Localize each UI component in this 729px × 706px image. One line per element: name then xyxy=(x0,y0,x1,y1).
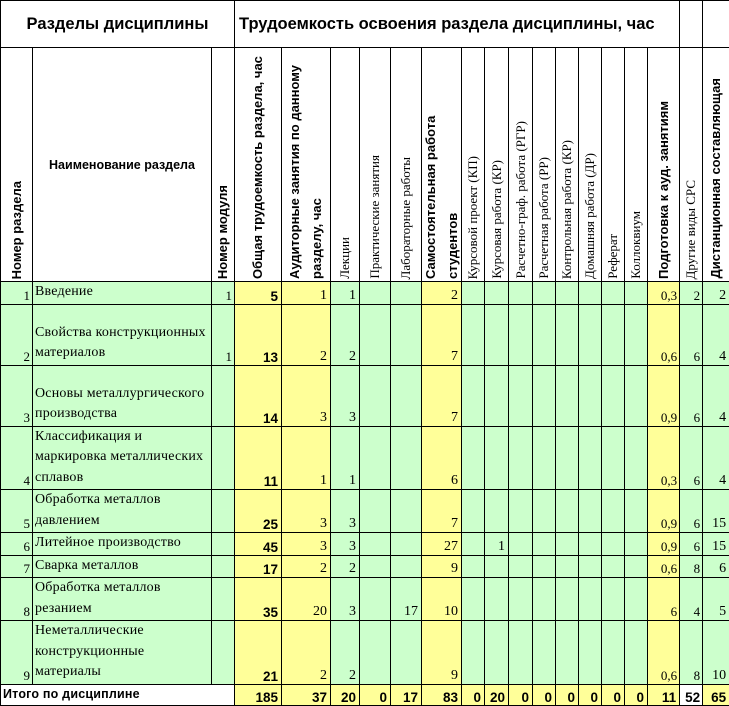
cell-kontr xyxy=(556,426,579,490)
cell-dr xyxy=(579,490,602,533)
cell-kr xyxy=(485,555,509,578)
cell-ref xyxy=(602,555,625,578)
cell-lect: 3 xyxy=(331,365,360,426)
workload-header: Трудоемкость освоения раздела дисциплины, час xyxy=(235,1,680,48)
total-rr: 0 xyxy=(533,684,556,705)
cell-prac xyxy=(360,555,391,578)
cell-dr xyxy=(579,426,602,490)
cell-rr xyxy=(533,490,556,533)
cell-other: 2 xyxy=(680,282,703,305)
total-prep: 11 xyxy=(648,684,680,705)
cell-num: 5 xyxy=(1,490,33,533)
total-kp: 0 xyxy=(462,684,485,705)
cell-prac xyxy=(360,426,391,490)
cell-dr xyxy=(579,555,602,578)
cell-dr xyxy=(579,533,602,556)
table-row xyxy=(1,304,729,365)
col-header-label: Подготовка к ауд. занятиям xyxy=(653,98,675,281)
cell-ref xyxy=(602,426,625,490)
cell-kp xyxy=(462,533,485,556)
col-header-kp xyxy=(462,48,485,282)
cell-kr xyxy=(485,621,509,685)
cell-kontr xyxy=(556,621,579,685)
cell-total: 14 xyxy=(235,365,282,426)
cell-koll xyxy=(625,533,648,556)
cell-kr: 1 xyxy=(485,533,509,556)
col-header-label: Контрольная работа (КР) xyxy=(556,137,578,281)
col-header-prac xyxy=(360,48,391,282)
cell-num: 2 xyxy=(1,304,33,365)
col-header-prep xyxy=(648,48,680,282)
total-row xyxy=(1,684,729,705)
cell-dist: 6 xyxy=(703,555,729,578)
col-header-dr xyxy=(579,48,602,282)
col-header-other xyxy=(680,48,703,282)
col-header-label: Практические занятия xyxy=(364,152,386,281)
cell-prac xyxy=(360,533,391,556)
table-row xyxy=(1,426,729,490)
cell-module xyxy=(212,365,235,426)
cell-module xyxy=(212,555,235,578)
sections-header: Разделы дисциплины xyxy=(1,1,235,48)
cell-rgr xyxy=(509,282,533,305)
cell-lab xyxy=(391,621,422,685)
col-header-dist xyxy=(703,48,729,282)
total-label: Итого по дисциплине xyxy=(1,684,235,705)
col-header-rgr xyxy=(509,48,533,282)
total-rgr: 0 xyxy=(509,684,533,705)
col-header-kontr xyxy=(556,48,579,282)
total-srs: 83 xyxy=(422,684,462,705)
cell-total: 21 xyxy=(235,621,282,685)
cell-rgr xyxy=(509,578,533,621)
cell-kr xyxy=(485,304,509,365)
col-header-label: Лекции xyxy=(334,234,356,281)
cell-num: 1 xyxy=(1,282,33,305)
cell-rgr xyxy=(509,365,533,426)
col-header-label: Курсовая работа (КР) xyxy=(486,157,508,281)
cell-rr xyxy=(533,426,556,490)
cell-srs: 27 xyxy=(422,533,462,556)
cell-koll xyxy=(625,621,648,685)
cell-rr xyxy=(533,555,556,578)
cell-aud: 2 xyxy=(282,304,331,365)
cell-dr xyxy=(579,282,602,305)
cell-koll xyxy=(625,304,648,365)
cell-aud: 20 xyxy=(282,578,331,621)
cell-lect: 2 xyxy=(331,621,360,685)
total-dist: 65 xyxy=(703,684,729,705)
col-header-label: Расчетная работа (РР) xyxy=(533,154,555,281)
cell-ref xyxy=(602,304,625,365)
cell-name: Неметаллические конструкционные материалы xyxy=(33,621,212,685)
cell-total: 5 xyxy=(235,282,282,305)
cell-module: 1 xyxy=(212,282,235,305)
cell-kp xyxy=(462,555,485,578)
cell-module xyxy=(212,426,235,490)
cell-kontr xyxy=(556,490,579,533)
total-other: 52 xyxy=(680,684,703,705)
total-kontr: 0 xyxy=(556,684,579,705)
cell-lab xyxy=(391,555,422,578)
cell-lect: 3 xyxy=(331,533,360,556)
cell-aud: 2 xyxy=(282,621,331,685)
col-header-label: Наименование раздела xyxy=(49,158,195,172)
total-koll: 0 xyxy=(625,684,648,705)
cell-srs: 9 xyxy=(422,555,462,578)
cell-koll xyxy=(625,490,648,533)
cell-name: Обработка металлов резанием xyxy=(33,578,212,621)
cell-total: 45 xyxy=(235,533,282,556)
cell-srs: 7 xyxy=(422,365,462,426)
cell-prac xyxy=(360,621,391,685)
cell-kontr xyxy=(556,282,579,305)
cell-kp xyxy=(462,426,485,490)
cell-num: 3 xyxy=(1,365,33,426)
cell-kr xyxy=(485,490,509,533)
cell-ref xyxy=(602,621,625,685)
cell-total: 25 xyxy=(235,490,282,533)
cell-dist: 15 xyxy=(703,533,729,556)
col-header-label: Расчетно-граф. работа (РГР) xyxy=(510,118,532,281)
cell-prep: 0,9 xyxy=(648,490,680,533)
cell-name: Сварка металлов xyxy=(33,555,212,578)
cell-kontr xyxy=(556,365,579,426)
cell-prep: 6 xyxy=(648,578,680,621)
col-header-total xyxy=(235,48,282,282)
cell-lect: 3 xyxy=(331,490,360,533)
cell-dist: 10 xyxy=(703,621,729,685)
cell-rgr xyxy=(509,490,533,533)
cell-kp xyxy=(462,282,485,305)
cell-name: Классификация и маркировка металлических сплавов xyxy=(33,426,212,490)
cell-prep: 0,9 xyxy=(648,533,680,556)
cell-module: 1 xyxy=(212,304,235,365)
cell-kp xyxy=(462,621,485,685)
cell-other: 6 xyxy=(680,426,703,490)
cell-other: 6 xyxy=(680,490,703,533)
cell-name: Основы металлургического производства xyxy=(33,365,212,426)
cell-module xyxy=(212,621,235,685)
cell-kr xyxy=(485,578,509,621)
cell-rr xyxy=(533,282,556,305)
cell-rr xyxy=(533,621,556,685)
col-header-num xyxy=(1,48,33,282)
col-header-name xyxy=(33,48,212,282)
cell-kontr xyxy=(556,304,579,365)
col-header-aud xyxy=(282,48,331,282)
cell-prep: 0,3 xyxy=(648,426,680,490)
cell-aud: 3 xyxy=(282,490,331,533)
total-total: 185 xyxy=(235,684,282,705)
total-lect: 20 xyxy=(331,684,360,705)
cell-prac xyxy=(360,282,391,305)
cell-rgr xyxy=(509,304,533,365)
cell-num: 9 xyxy=(1,621,33,685)
col-header-label: Коллоквиум xyxy=(625,208,647,281)
col-header-koll xyxy=(625,48,648,282)
cell-prac xyxy=(360,490,391,533)
cell-koll xyxy=(625,282,648,305)
cell-ref xyxy=(602,365,625,426)
cell-prep: 0,6 xyxy=(648,621,680,685)
cell-dist: 4 xyxy=(703,365,729,426)
cell-srs: 9 xyxy=(422,621,462,685)
table-row xyxy=(1,533,729,556)
cell-num: 7 xyxy=(1,555,33,578)
table-row xyxy=(1,578,729,621)
cell-name: Введение xyxy=(33,282,212,305)
cell-prac xyxy=(360,304,391,365)
cell-dr xyxy=(579,304,602,365)
cell-prep: 0,3 xyxy=(648,282,680,305)
cell-kr xyxy=(485,426,509,490)
col-header-ref xyxy=(602,48,625,282)
cell-kr xyxy=(485,365,509,426)
total-kr: 20 xyxy=(485,684,509,705)
cell-kp xyxy=(462,578,485,621)
cell-dist: 5 xyxy=(703,578,729,621)
col-header-label: Самостоятельная работа студентов xyxy=(422,48,462,281)
col-header-label: Курсовой проект (КП) xyxy=(462,153,484,281)
cell-srs: 2 xyxy=(422,282,462,305)
cell-aud: 2 xyxy=(282,555,331,578)
cell-lect: 1 xyxy=(331,426,360,490)
col-header-label: Номер модуля xyxy=(212,182,234,281)
cell-rgr xyxy=(509,555,533,578)
col-header-label: Аудиторные занятия по данному разделу, час xyxy=(284,48,328,281)
cell-lab xyxy=(391,533,422,556)
cell-total: 35 xyxy=(235,578,282,621)
cell-other: 8 xyxy=(680,555,703,578)
col-header-lect xyxy=(331,48,360,282)
cell-total: 11 xyxy=(235,426,282,490)
cell-total: 17 xyxy=(235,555,282,578)
cell-other: 6 xyxy=(680,533,703,556)
cell-kp xyxy=(462,304,485,365)
cell-kr xyxy=(485,282,509,305)
cell-name: Свойства конструкционных материалов xyxy=(33,304,212,365)
cell-ref xyxy=(602,533,625,556)
col-header-label: Домашняя работа (ДР) xyxy=(579,150,601,281)
cell-num: 6 xyxy=(1,533,33,556)
col-header-label: Общая трудоемкость раздела, час xyxy=(247,48,269,281)
col-header-lab xyxy=(391,48,422,282)
cell-module xyxy=(212,490,235,533)
cell-srs: 10 xyxy=(422,578,462,621)
table-row xyxy=(1,365,729,426)
total-lab: 17 xyxy=(391,684,422,705)
cell-aud: 3 xyxy=(282,365,331,426)
cell-srs: 7 xyxy=(422,490,462,533)
cell-srs: 6 xyxy=(422,426,462,490)
cell-name: Литейное производство xyxy=(33,533,212,556)
header-blank-dist xyxy=(703,1,729,48)
cell-dr xyxy=(579,621,602,685)
cell-koll xyxy=(625,426,648,490)
total-dr: 0 xyxy=(579,684,602,705)
cell-num: 8 xyxy=(1,578,33,621)
cell-dist: 2 xyxy=(703,282,729,305)
cell-lect: 1 xyxy=(331,282,360,305)
total-ref: 0 xyxy=(602,684,625,705)
cell-lab xyxy=(391,304,422,365)
cell-aud: 1 xyxy=(282,426,331,490)
cell-aud: 3 xyxy=(282,533,331,556)
cell-num: 4 xyxy=(1,426,33,490)
cell-module xyxy=(212,533,235,556)
cell-lab xyxy=(391,282,422,305)
cell-prep: 0,6 xyxy=(648,304,680,365)
cell-lect: 3 xyxy=(331,578,360,621)
table-row xyxy=(1,490,729,533)
cell-lect: 2 xyxy=(331,304,360,365)
cell-kp xyxy=(462,365,485,426)
cell-rgr xyxy=(509,426,533,490)
cell-aud: 1 xyxy=(282,282,331,305)
cell-rr xyxy=(533,365,556,426)
cell-rr xyxy=(533,304,556,365)
cell-rr xyxy=(533,578,556,621)
cell-other: 4 xyxy=(680,578,703,621)
cell-prac xyxy=(360,578,391,621)
table-row xyxy=(1,555,729,578)
col-header-srs xyxy=(422,48,462,282)
col-header-label: Номер раздела xyxy=(6,178,28,281)
cell-koll xyxy=(625,365,648,426)
col-header-rr xyxy=(533,48,556,282)
cell-prep: 0,6 xyxy=(648,555,680,578)
cell-other: 8 xyxy=(680,621,703,685)
total-prac: 0 xyxy=(360,684,391,705)
col-header-label: Другие виды СРС xyxy=(680,177,702,281)
cell-kontr xyxy=(556,578,579,621)
cell-lab xyxy=(391,490,422,533)
cell-dist: 4 xyxy=(703,304,729,365)
cell-lab xyxy=(391,365,422,426)
cell-kp xyxy=(462,490,485,533)
col-header-label: Лабораторные работы xyxy=(395,154,417,281)
cell-dist: 4 xyxy=(703,426,729,490)
table-row xyxy=(1,282,729,305)
cell-prac xyxy=(360,365,391,426)
col-header-label: Дистанционная составляющая xyxy=(705,75,727,281)
cell-rgr xyxy=(509,533,533,556)
cell-other: 6 xyxy=(680,304,703,365)
total-aud: 37 xyxy=(282,684,331,705)
cell-module xyxy=(212,578,235,621)
cell-koll xyxy=(625,578,648,621)
cell-kontr xyxy=(556,533,579,556)
col-header-module xyxy=(212,48,235,282)
cell-ref xyxy=(602,282,625,305)
cell-ref xyxy=(602,578,625,621)
table-row xyxy=(1,621,729,685)
cell-dist: 15 xyxy=(703,490,729,533)
header-blank-other xyxy=(680,1,703,48)
cell-lect: 2 xyxy=(331,555,360,578)
cell-prep: 0,9 xyxy=(648,365,680,426)
cell-ref xyxy=(602,490,625,533)
cell-dr xyxy=(579,578,602,621)
cell-lab xyxy=(391,426,422,490)
cell-name: Обработка металлов давлением xyxy=(33,490,212,533)
col-header-kr xyxy=(485,48,509,282)
cell-koll xyxy=(625,555,648,578)
cell-rr xyxy=(533,533,556,556)
cell-kontr xyxy=(556,555,579,578)
cell-rgr xyxy=(509,621,533,685)
cell-total: 13 xyxy=(235,304,282,365)
cell-srs: 7 xyxy=(422,304,462,365)
cell-other: 6 xyxy=(680,365,703,426)
cell-dr xyxy=(579,365,602,426)
col-header-label: Реферат xyxy=(602,231,624,281)
cell-lab: 17 xyxy=(391,578,422,621)
